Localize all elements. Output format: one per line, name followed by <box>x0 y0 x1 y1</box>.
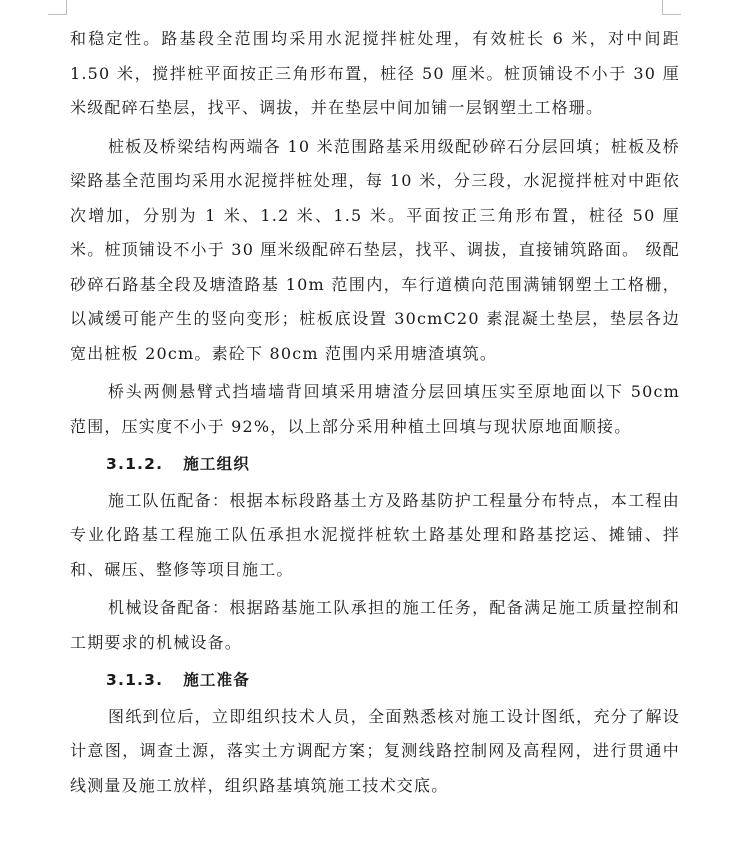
section-title: 施工准备 <box>183 671 251 689</box>
document-body <box>70 22 680 803</box>
section-heading-3-1-2 <box>70 447 680 482</box>
paragraph-equipment-allocation: 机械设备配备：根据路基施工队承担的施工任务，配备满足施工质量控制和工期要求的机械设备。 <box>70 598 680 652</box>
section-number: 3.1.2. <box>106 455 164 473</box>
paragraph-abutment-backfill: 桥头两侧悬臂式挡墙墙背回填采用塘渣分层回填压实至原地面以下 50cm 范围，压实度不小于 92%，以上部分采用种植土回填与现状原地面顺接。 <box>70 382 680 436</box>
section-heading-3-1-3 <box>70 663 680 698</box>
paragraph-team-allocation: 施工队伍配备：根据本标段路基土方及路基防护工程量分布特点，本工程由专业化路基工程施工队伍承担水泥搅拌桩软土路基处理和路基挖运、摊铺、拌和、碾压、整修等项目施工。 <box>70 490 680 579</box>
section-title: 施工组织 <box>183 455 251 473</box>
section-number: 3.1.3. <box>106 671 164 689</box>
paragraph-pile-slab: 桩板及桥梁结构两端各 10 米范围路基采用级配砂碎石分层回填；桩板及桥梁路基全范围均采用水泥搅拌桩处理，每 10 米，分三段，水泥搅拌桩对中距依次增加，分别为 1 米、1.2 米、1.5 米。平面按正三角形布置，桩径 50 厘米。桩顶铺设不小于 30 厘米级配碎石垫层，找平、调拔，直接铺筑路面。 级配砂碎石路基全段及塘渣路基 10m 范围内，车行道横向范围满铺钢塑土工格栅，以减缓可能产生的竖向变形；桩板底设置 30cmC20 素混凝土垫层，垫层各边宽出桩板 20cm。素砼下 80cm 范围内采用塘渣填筑。 <box>70 136 680 363</box>
paragraph-preparation: 图纸到位后，立即组织技术人员，全面熟悉核对施工设计图纸，充分了解设计意图，调查土源，落实土方调配方案；复测线路控制网及高程网，进行贯通中线测量及施工放样，组织路基填筑施工技术交底。 <box>70 706 680 795</box>
crop-mark-top-right <box>662 0 681 15</box>
paragraph-continued: 和稳定性。路基段全范围均采用水泥搅拌桩处理，有效桩长 6 米，对中间距 1.50 米，搅拌桩平面按正三角形布置，桩径 50 厘米。桩顶铺设不小于 30 厘米级配碎石垫层，找平、调拔，并在垫层中间加铺一层钢塑土工格珊。 <box>70 29 680 117</box>
crop-mark-top-left <box>48 0 67 15</box>
